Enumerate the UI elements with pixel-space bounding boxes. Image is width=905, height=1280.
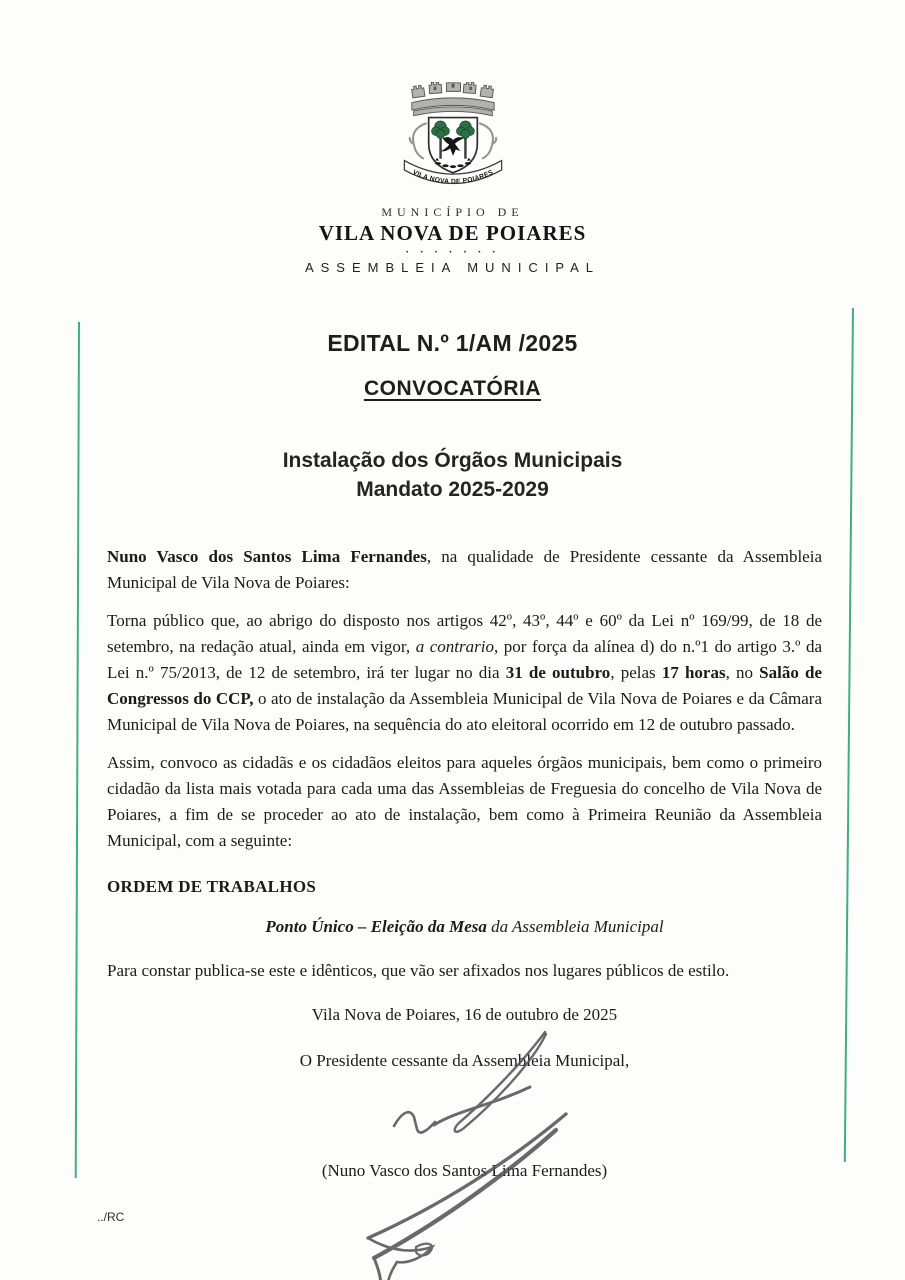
document-body [107,544,822,1184]
letterhead [0,82,905,275]
footer-reference: ../RC [97,1210,125,1224]
subject-block [0,446,905,504]
separator-dots: · · · · · · · [405,246,500,258]
closing-line: Para constar publica-se este e idênticos, que vão ser afixados nos lugares públicos de estilo. [107,961,730,980]
municipal-coat-of-arms [391,82,515,198]
signer-role: O Presidente cessante da Assembleia Municipal, [299,1051,630,1070]
paragraph-convocation: Assim, convoco as cidadãs e os cidadãos eleitos para aqueles órgãos municipais, bem como o primeiro cidadão da lista mais votada para cada uma das Assembleias de Freguesia do concelho de Vila Nova de Poiares, a fim de se proceder ao ato de instalação, bem como à Primeira Reunião da Assembleia Municipal, com a seguinte: [107,753,822,850]
paragraph-intro: Nuno Vasco dos Santos Lima Fernandes, na qualidade de Presidente cessante da Assembleia Municipal de Vila Nova de Poiares: [107,547,822,592]
banner-text: VILA NOVA DE POIARES [410,168,495,186]
order-item-single-point: Ponto Único – Eleição da Mesa da Assembleia Municipal [265,917,664,936]
title-block [0,330,905,401]
paragraph-body: Torna público que, ao abrigo do disposto nos artigos 42º, 43º, 44º e 60º da Lei nº 169/99, de 18 de setembro, na redação atual, ainda em vigor, a contrario, por força da alínea d) do n.º1 do artigo 3.º da Lei n.º 75/2013, de 12 de setembro, irá ter lugar no dia 31 de outubro, pelas 17 horas, no Salão de Congressos do CCP, o ato de instalação da Assembleia Municipal de Vila Nova de Poiares e da Câmara Municipal de Vila Nova de Poiares, na sequência do ato eleitoral ocorrido em 12 de outubro passado. [107,611,823,734]
subject-line-2: Mandato 2025-2029 [356,478,549,501]
order-of-business-heading: ORDEM DE TRABALHOS [107,877,317,896]
edital-number: EDITAL N.º 1/AM /2025 [327,330,578,356]
signer-name: (Nuno Vasco dos Santos Lima Fernandes) [321,1161,608,1180]
call-title: CONVOCATÓRIA [363,377,542,400]
municipality-label: MUNICÍPIO DE [381,205,524,219]
org-label: ASSEMBLEIA MUNICIPAL [304,260,601,275]
right-margin-rule [844,308,854,1162]
municipality-name: VILA NOVA DE POIARES [318,221,587,245]
place-and-date: Vila Nova de Poiares, 16 de outubro de 2025 [311,1005,618,1024]
subject-line-1: Instalação dos Órgãos Municipais [282,449,623,472]
